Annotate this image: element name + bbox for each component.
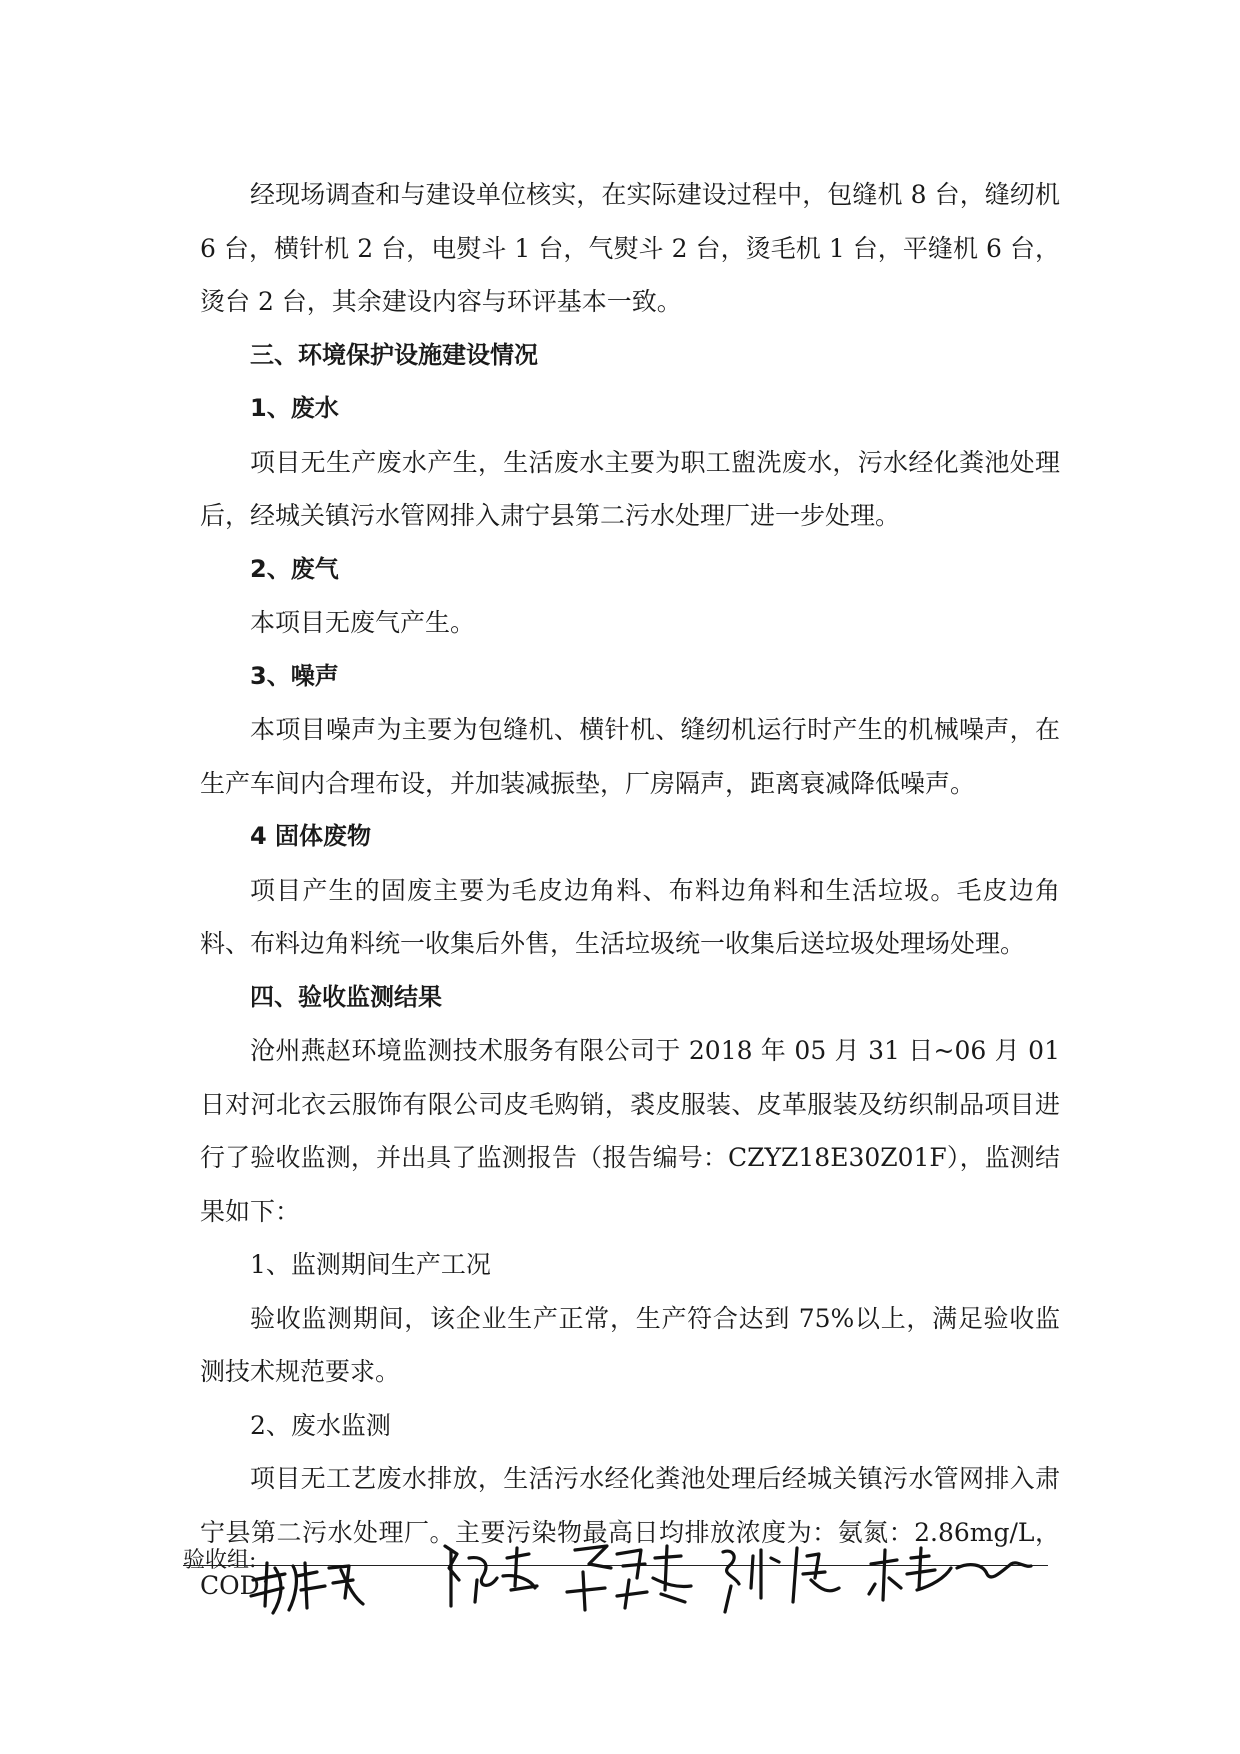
paragraph-production-conditions: 验收监测期间，该企业生产正常，生产符合达到 75%以上，满足验收监测技术规范要求。	[200, 1303, 1060, 1386]
signature-5	[869, 1548, 1031, 1600]
heading-wastewater: 1、废水	[250, 394, 339, 422]
heading-environmental-facilities: 三、环境保护设施建设情况	[250, 340, 538, 369]
paragraph-wastewater: 项目无生产废水产生，生活废水主要为职工盥洗废水，污水经化粪池处理后，经城关镇污水管网排入肃宁县第二污水处理厂进一步处理。	[200, 447, 1060, 530]
handwritten-signatures	[245, 1528, 1045, 1623]
signature-3	[567, 1546, 691, 1610]
acceptance-group-label: 验收组:	[183, 1548, 257, 1573]
paragraph-monitoring-intro: 沧州燕赵环境监测技术服务有限公司于 2018 年 05 月 31 日~06 月 01 日对河北衣云服饰有限公司皮毛购销，裘皮服装、皮革服装及纺织制品项目进行了验收监测，并出具了监测报告（报告编号：CZYZ18E30Z01F），监测结果如下：	[200, 1036, 1060, 1226]
heading-noise: 3、噪声	[250, 661, 339, 690]
heading-solid-waste: 4 固体废物	[250, 822, 372, 850]
signature-1	[251, 1563, 363, 1613]
document-body	[200, 168, 1060, 1613]
paragraph-waste-gas: 本项目无废气产生。	[250, 608, 476, 637]
heading-waste-gas: 2、废气	[250, 554, 339, 583]
signature-4	[723, 1548, 839, 1612]
signature-2	[445, 1546, 537, 1606]
paragraph-equipment: 经现场调查和与建设单位核实，在实际建设过程中，包缝机 8 台，缝纫机 6 台，横针机 2 台，电熨斗 1 台，气熨斗 2 台，烫毛机 1 台，平缝机 6 台，烫台 2 台，其余建设内容与环评基本一致。	[200, 180, 1060, 316]
paragraph-noise: 本项目噪声为主要为包缝机、横针机、缝纫机运行时产生的机械噪声，在生产车间内合理布设，并加装减振垫，厂房隔声，距离衰减降低噪声。	[200, 715, 1060, 798]
paragraph-solid-waste: 项目产生的固废主要为毛皮边角料、布料边角料和生活垃圾。毛皮边角料、布料边角料统一收集后外售，生活垃圾统一收集后送垃圾处理场处理。	[200, 875, 1060, 958]
subheading-production-conditions: 1、监测期间生产工况	[250, 1250, 491, 1279]
heading-monitoring-results: 四、验收监测结果	[250, 982, 442, 1011]
paragraph-wastewater-monitoring: 项目无工艺废水排放，生活污水经化粪池处理后经城关镇污水管网排入肃宁县第二污水处理厂。主要污染物最高日均排放浓度为：氨氮：2.86mg/L，COD：	[200, 1464, 1060, 1600]
subheading-wastewater-monitoring: 2、废水监测	[250, 1410, 391, 1440]
